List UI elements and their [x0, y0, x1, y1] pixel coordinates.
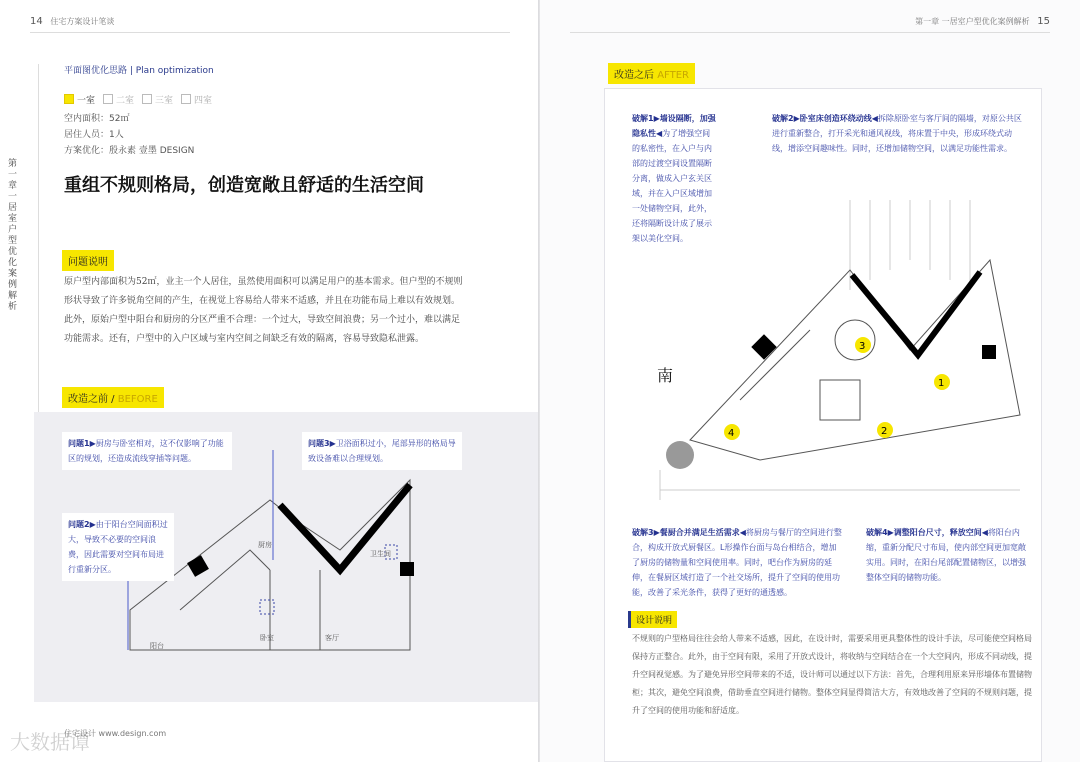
marker-3: [855, 337, 871, 353]
south-label: 南: [657, 366, 674, 385]
solution-callout-1: 破解1▶墙设隔断，加强隐私性◀为了增强空间的私密性，在入户与内部的过渡空间设置隔断分离，做成入户玄关区域，并在入户区域增加一处储物空间，此外，还将隔断设计成了展示架以美化空间。: [626, 107, 722, 250]
issue-callout-3: 问题3▶卫浴面积过小，尾部异形的格局导致设备难以合理规划。: [302, 432, 462, 470]
chapter-item: 三室: [142, 93, 173, 106]
solution-callout-4: 破解4▶调整阳台尺寸，释放空间◀将阳台内缩，重新分配尺寸布局，使内部空间更加宽敞实用。同时，在阳台尾部配置储物区，以增强整体空间的储物功能。: [860, 521, 1034, 589]
room-label-bedroom: 卧室: [260, 634, 274, 642]
page-title: 重组不规则格局，创造宽敞且舒适的生活空间: [64, 175, 424, 196]
svg-text:3: 3: [859, 341, 866, 352]
room-label-kitchen: 厨房: [258, 541, 272, 549]
room-label-living: 客厅: [325, 634, 339, 642]
plant-icon: [666, 441, 694, 469]
designer-info: 方案优化：殷永素 壹墨 DESIGN: [64, 146, 195, 156]
design-note-text: 不规则的户型格局往往会给人带来不适感，因此，在设计时，需要采用更具整体性的设计手法，尽可能使空间格局保持方正整合。此外，由于空间有限，采用了开放式设计，将收纳与空间结合在一个大空间内，形成不同动线，提升空间视觉感。为了避免异形空间带来的不适，设计师可以通过以下方法：首先，合理利用原来异形墙体布置储物柜；其次，避免空间浪费，借助垂直空间进行储物。整体空间显得简洁大方，有效地改善了空间的不规则问题，提升了空间的使用功能和舒适度。: [632, 634, 1032, 715]
right-header: [915, 16, 1050, 27]
chapter-list: [64, 93, 212, 106]
left-header: [30, 16, 114, 27]
room-label-bath: 卫生间: [370, 550, 391, 558]
issue-callout-1: 问题1▶厨房与卧室相对，这不仅影响了功能区的规划，还造成流线穿插等问题。: [62, 432, 232, 470]
header-divider: [570, 32, 1050, 33]
square-icon: [142, 94, 152, 104]
chapter-item: 二室: [103, 93, 134, 106]
marker-4: [724, 424, 740, 440]
after-tag: [608, 63, 695, 84]
side-tab: [0, 64, 39, 414]
page-number-left: 14: [30, 16, 43, 27]
column-block: [400, 562, 414, 576]
marker-2: [877, 422, 893, 438]
solution-callout-2: 破解2▶卧室床创造环绕动线◀拆除原卧室与客厅间的隔墙，对原公共区进行重新整合，打开采光和通风视线，将床置于中央，形成环绕式动线，增添空间趣味性。同时，还增加储物空间，以满足功能性需求。: [766, 107, 1032, 160]
column-block: [751, 334, 776, 359]
svg-text:4: 4: [728, 428, 735, 439]
svg-text:2: 2: [881, 426, 888, 437]
problem-text: 原户型内部面积为52㎡，业主一个人居住，虽然使用面积可以满足用户的基本需求。但户型的不规则形状导致了许多锐角空间的产生，在视觉上容易给人带来不适感，并且在功能布局上难以有效规划。此外，原始户型中阳台和厨房的分区严重不合理：一个过大，导致空间浪费；另一个过小，难以满足功能需求。还有，户型中的入户区域与室内空间之间缺乏有效的隔离，容易导致隐私泄露。: [64, 277, 463, 344]
left-footer: 住宅设计 www.design.com: [64, 729, 167, 738]
before-tag-label: 改造之前: [68, 394, 108, 405]
column-block: [187, 555, 209, 577]
area-info: 空内面积：52㎡: [64, 114, 130, 124]
side-tab-text: 第一章 一居室户型优化案例解析: [8, 159, 18, 312]
running-header-left: 住宅方案设计笔谈: [50, 17, 115, 26]
room-label-balcony: 阳台: [150, 642, 164, 650]
solution-callout-3: 破解3▶餐厨合并满足生活需求◀将厨房与餐厅的空间进行整合，构成开放式厨餐区。L形操作台面与岛台相结合，增加了厨房的储物量和空间使用率。同时，吧台作为厨房的延伸，在餐厨区域打造了一个社交场所，提升了空间的使用功能，改善了采光条件，获得了更好的通透感。: [626, 521, 848, 604]
square-icon: [181, 94, 191, 104]
page-number-right: 15: [1037, 16, 1050, 27]
marker-1: [934, 374, 950, 390]
chapter-item: 四室: [181, 93, 212, 106]
header-divider: [30, 32, 510, 33]
square-icon: [103, 94, 113, 104]
chapter-item: 一室: [64, 93, 95, 106]
plan-inner-wall: [180, 550, 270, 610]
before-tag: 改造之前 / BEFORE: [62, 387, 164, 408]
square-icon: [64, 94, 74, 104]
problem-tag: 问题说明: [62, 250, 114, 271]
column-block: [982, 345, 996, 359]
issue-callout-2: 问题2▶由于阳台空间面积过大，导致不必要的空间浪费，因此需要对空间布局进行重新分区。: [62, 513, 174, 581]
after-tag-label: 改造之后: [614, 70, 654, 81]
section-label: 平面图优化思路 | Plan optimization: [64, 66, 214, 76]
after-tag-en: AFTER: [657, 70, 689, 81]
before-tag-en: BEFORE: [117, 394, 158, 405]
occupants-info: 居住人员：1人: [64, 130, 124, 140]
design-note-tag: 设计说明: [628, 611, 677, 628]
running-header-right: 第一章 一居室户型优化案例解析: [915, 17, 1030, 26]
svg-text:1: 1: [938, 378, 945, 389]
watermark: 大数据谭: [10, 730, 90, 754]
